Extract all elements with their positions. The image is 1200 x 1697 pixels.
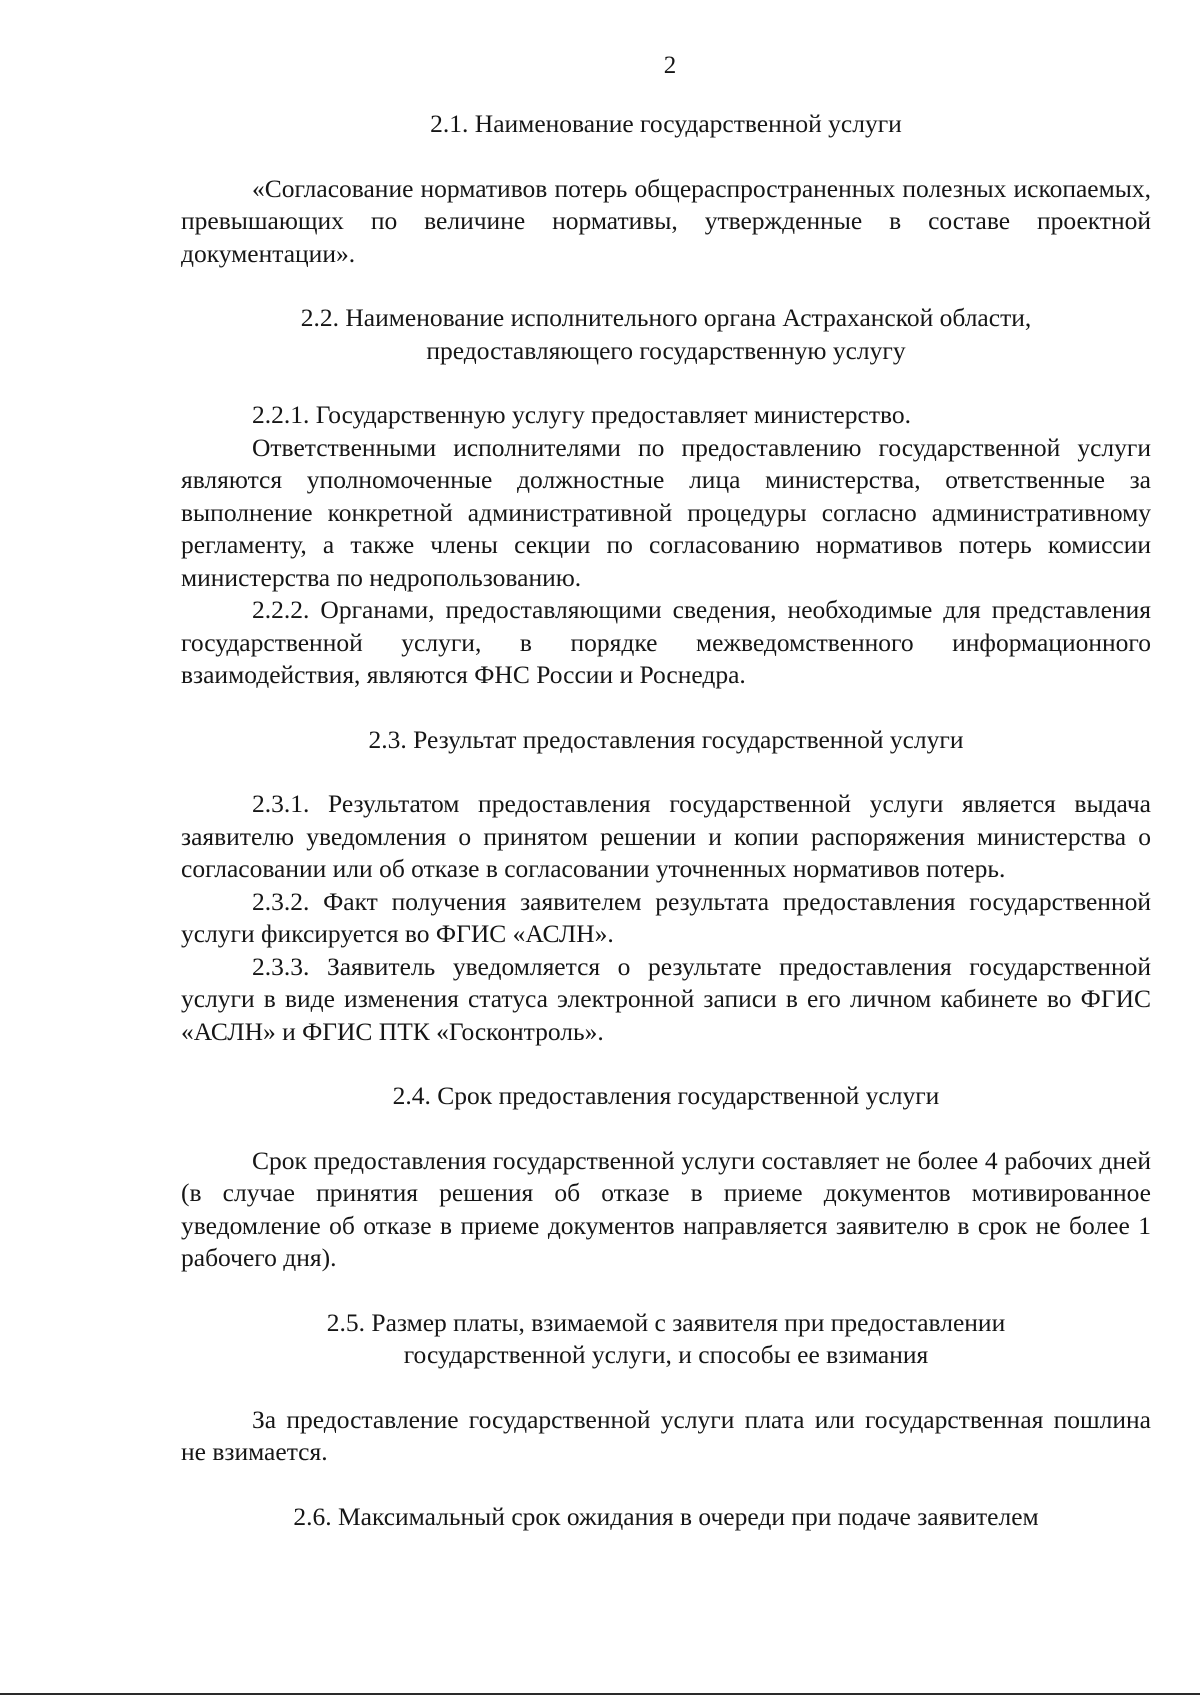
section-heading-2-1: 2.1. Наименование государственной услуги (430, 109, 902, 138)
paragraph-2-1: «Согласование нормативов потерь общераспространенных полезных ископаемых, превышающих по величине нормативы, утвержденные в составе проектной документации». (181, 173, 1151, 268)
paragraph-2-4: Срок предоставления государственной услуги составляет не более 4 рабочих дней (в случае принятия решения об отказе в приеме документов мотивированное уведомление об отказе в приеме документов направляется заявителю в срок не более 1 рабочего дня). (181, 1145, 1151, 1272)
section-heading-2-5-line-2: государственной услуги, и способы ее взимания (403, 1340, 929, 1369)
page-bottom-border (0, 1693, 1200, 1695)
section-heading-2-6-line-1: 2.6. Максимальный срок ожидания в очереди при подаче заявителем (293, 1501, 1039, 1531)
section-heading-2-4: 2.4. Срок предоставления государственной услуги (392, 1081, 940, 1110)
paragraph-2-2-1: 2.2.1. Государственную услугу предоставляет министерство. (252, 400, 911, 429)
paragraph-2-3-3: 2.3.3. Заявитель уведомляется о результате предоставления государственной услуги в виде изменения статуса электронной записи в его личном кабинете во ФГИС «АСЛН» и ФГИС ПТК «Госконтроль». (181, 951, 1151, 1046)
paragraph-2-3-2: 2.3.2. Факт получения заявителем результата предоставления государственной услуги фиксируется во ФГИС «АСЛН». (181, 886, 1151, 948)
paragraph-2-3-1: 2.3.1. Результатом предоставления государственной услуги является выдача заявителю уведомления о принятом решении и копии распоряжения министерства о согласовании или об отказе в согласовании уточненных нормативов потерь. (181, 789, 1151, 883)
paragraph-2-2-2: 2.2.2. Органами, предоставляющими сведения, необходимые для представления государственной услуги, в порядке межведомственного информационного взаимодействия, являются ФНС России и Роснедра. (181, 595, 1151, 689)
paragraph-2-5: За предоставление государственной услуги плата или государственная пошлина не взимается. (181, 1404, 1151, 1466)
document-body (181, 108, 1151, 1533)
section-heading-2-2-line-1: 2.2. Наименование исполнительного органа Астраханской области, (300, 303, 1032, 332)
section-heading-2-5-line-1: 2.5. Размер платы, взимаемой с заявителя при предоставлении (326, 1307, 1006, 1337)
page-number: 2 (663, 52, 677, 79)
section-heading-2-2-line-2: предоставляющего государственную услугу (426, 335, 906, 365)
paragraph-2-2-1-responsible: Ответственными исполнителями по предоставлению государственной услуги являются уполномоченные должностные лица министерства, ответственные за выполнение конкретной административной процедуры согласно административному регламенту, а также члены секции по согласованию нормативов потерь комиссии министерства по недропользованию. (181, 432, 1151, 592)
section-heading-2-3: 2.3. Результат предоставления государственной услуги (368, 724, 964, 754)
